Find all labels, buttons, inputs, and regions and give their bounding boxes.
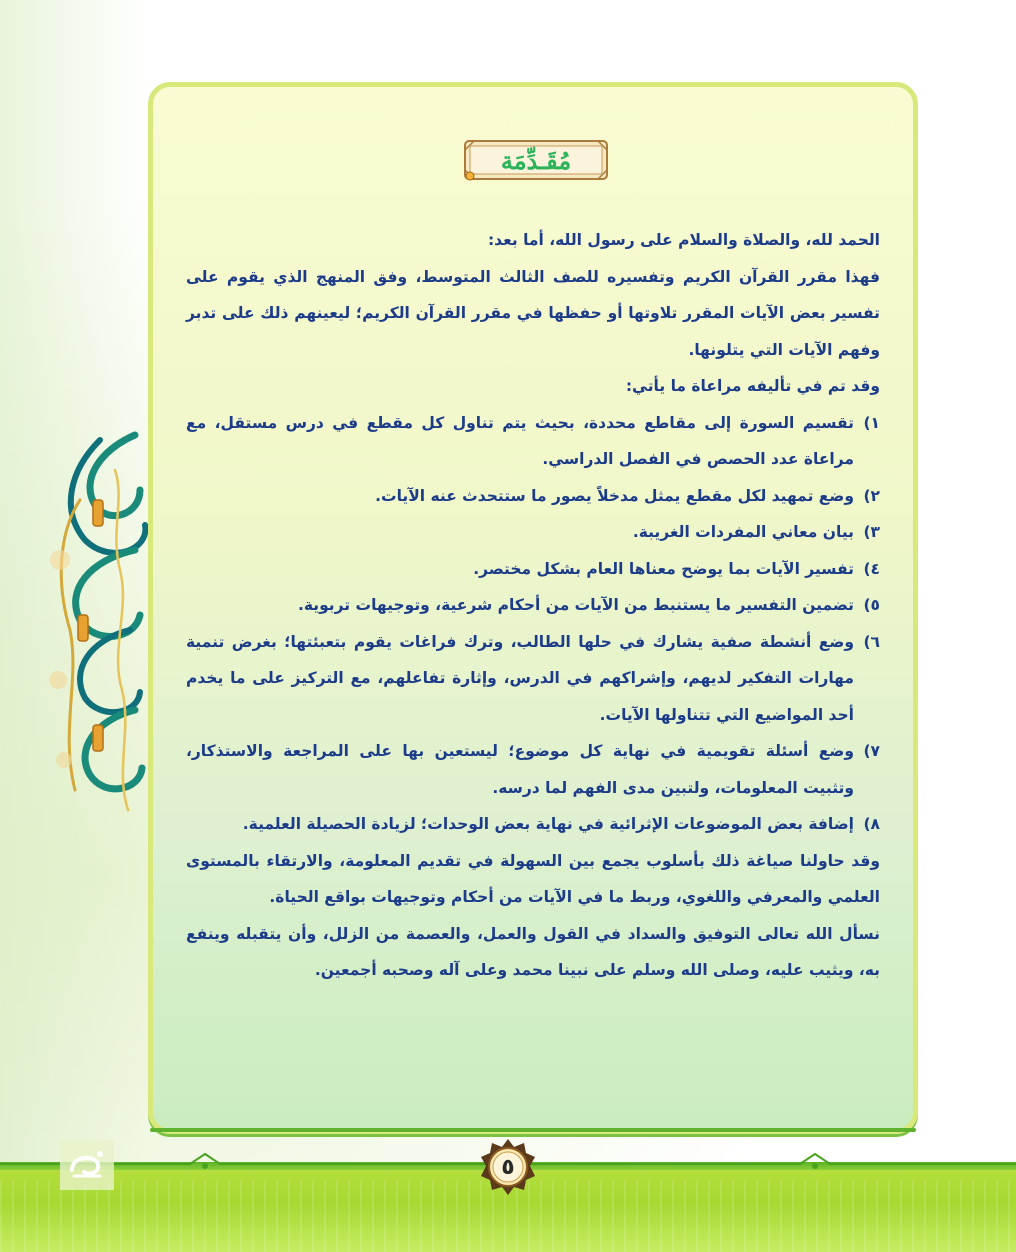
paragraph-approach: وقد حاولنا صياغة ذلك بأسلوب يجمع بين السهولة في تقديم المعلومة، والارتقاء بالمستوى العلمي والمعرفي واللغوي، وربط ما في الآيات من أحكام وتوجيهات بواقع الحياة. bbox=[186, 851, 880, 906]
list-item-number: ٥) bbox=[863, 596, 880, 614]
paragraph-list-intro: وقد تم في تأليفه مراعاة ما يأتي: bbox=[625, 377, 880, 395]
paragraph-course-description: فهذا مقرر القرآن الكريم وتفسيره للصف الثالث المتوسط، وفق المنهج الذي يقوم على تفسير بعض الآيات المقرر تلاوتها أو حفظها في مقرر القرآن الكريم؛ ليعينهم ذلك على تدبر وفهم الآيات التي يتلونها. bbox=[186, 267, 880, 359]
list-item-text: بيان معاني المفردات الغريبة. bbox=[632, 523, 854, 541]
list-item-number: ٧) bbox=[863, 742, 880, 760]
introduction-body bbox=[186, 222, 880, 989]
paragraph-closing-prayer: نسأل الله تعالى التوفيق والسداد في القول والعمل، والعصمة من الزلل، وأن يتقبله وينفع به، ويثيب عليه، وصلى الله وسلم على نبينا محمد وعلى آله وصحبه أجمعين. bbox=[186, 924, 880, 979]
list-item-number: ٤) bbox=[863, 559, 880, 578]
list-item-text: إضافة بعض الموضوعات الإثرائية في نهاية بعض الوحدات؛ لزيادة الحصيلة العلمية. bbox=[242, 815, 854, 833]
list-item-text: وضع أسئلة تقويمية في نهاية كل موضوع؛ ليستعين بها على المراجعة والاستذكار، وتثبيت المعلومات، ولتبين مدى الفهم لما درسه. bbox=[186, 742, 854, 797]
list-item bbox=[186, 551, 880, 588]
list-item-number: ٦) bbox=[863, 632, 880, 651]
list-item bbox=[186, 624, 880, 734]
list-item bbox=[186, 478, 880, 515]
list-item-number: ٢) bbox=[863, 486, 880, 505]
list-item-text: وضع تمهيد لكل مقطع يمثل مدخلاً يصور ما ستتحدث عنه الآيات. bbox=[375, 486, 854, 505]
list-item-text: تفسير الآيات بما يوضح معناها العام بشكل مختصر. bbox=[473, 559, 854, 578]
arabesque-ornament-icon bbox=[40, 430, 165, 820]
list-item-number: ٨) bbox=[863, 815, 880, 833]
list-item-text: تضمين التفسير ما يستنبط من الآيات من أحكام شرعية، وتوجيهات تربوية. bbox=[297, 596, 854, 614]
list-item-text: وضع أنشطة صفية يشارك في حلها الطالب، وترك فراغات يقوم بتعبئتها؛ بغرض تنمية مهارات التفكير لديهم، وإشراكهم في الدرس، وإثارة تفاعلهم، مع التركيز على ما يخدم أحد المواضيع التي تتناولها الآيات. bbox=[186, 632, 854, 724]
list-item bbox=[186, 514, 880, 551]
list-item-text: تقسيم السورة إلى مقاطع محددة، بحيث يتم تناول كل مقطع في درس مستقل، مع مراعاة عدد الحصص في الفصل الدراسي. bbox=[186, 413, 854, 468]
frame-bottom-border bbox=[150, 1128, 916, 1132]
list-item bbox=[186, 405, 880, 478]
list-item-number: ١) bbox=[863, 413, 880, 432]
page-number: ٥ bbox=[501, 1154, 515, 1180]
publisher-logo-icon bbox=[60, 1140, 114, 1190]
list-item bbox=[186, 733, 880, 806]
page-title: مُقَـدِّمَة bbox=[500, 145, 572, 175]
paragraph-greeting: الحمد لله، والصلاة والسلام على رسول الله، أما بعد: bbox=[487, 231, 880, 249]
list-item bbox=[186, 806, 880, 843]
list-item-number: ٣) bbox=[863, 523, 880, 541]
list-item bbox=[186, 587, 880, 624]
